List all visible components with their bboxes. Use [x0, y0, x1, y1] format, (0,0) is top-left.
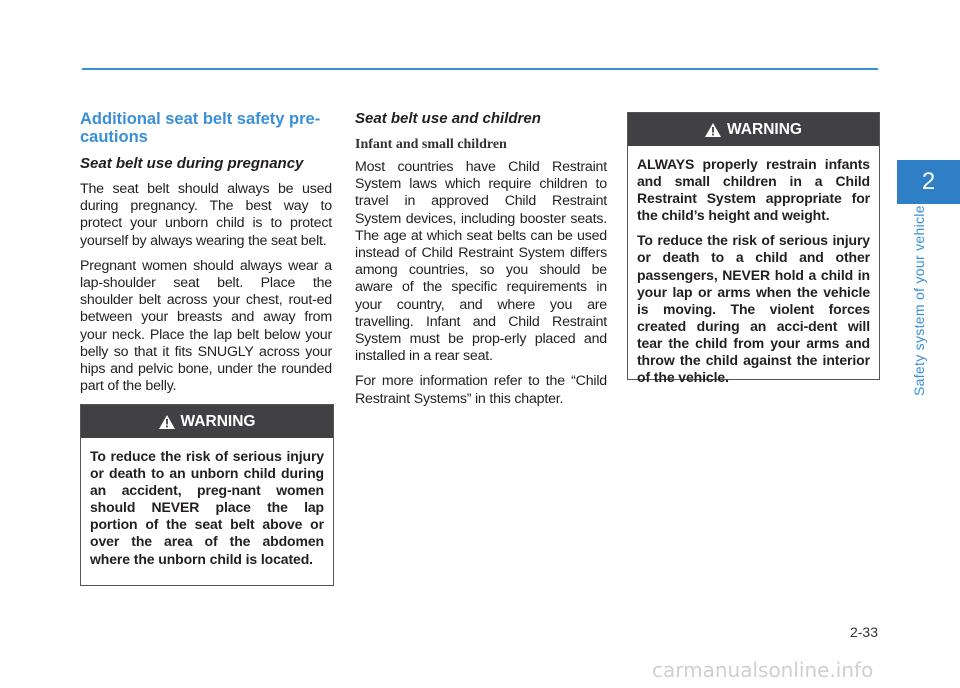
warning-box-children [627, 112, 880, 386]
chapter-title-area [897, 204, 960, 402]
paragraph: The seat belt should always be used during pregnancy. The best way to protect your unborn child is to protect yourself by always wearing the seat belt. [80, 181, 332, 249]
watermark: carmanualsonline.info [652, 658, 874, 682]
page-number: 2-33 [849, 624, 878, 640]
section-title: Seat belt use and children [355, 110, 541, 127]
warning-label: WARNING [180, 412, 256, 430]
chapter-side-tab [897, 160, 960, 402]
warning-triangle-icon [705, 123, 721, 137]
sub-heading: Seat belt use during pregnancy [80, 155, 304, 172]
warning-text: To reduce the risk of serious injury or death to an unborn child during an accident, preg-nant women should NEVER place the lap portion of the seat belt above or over the area of the abdomen where the unborn child is located. [90, 448, 324, 567]
warning-text: To reduce the risk of serious injury or death to a child and other passengers, NEVER hold a child in your lap or arms when the vehicle is moving. The violent forces created during an acci-dent will tear the child from your arms and throw the child against the interior of the vehicle. [637, 232, 870, 386]
sub-heading: Infant and small children [355, 137, 507, 152]
warning-label: WARNING [727, 120, 802, 138]
warning-header [81, 405, 333, 438]
paragraph: For more information refer to the “Child Restraint Systems” in this chapter. [355, 373, 607, 407]
section-title: Additional seat belt safety pre-cautions [80, 110, 321, 146]
chapter-number: 2 [897, 160, 960, 204]
middle-column [355, 110, 607, 416]
warning-triangle-icon [159, 415, 175, 429]
chapter-title: Safety system of your vehicle [911, 205, 927, 396]
warning-text: ALWAYS properly restrain infants and small children in a Child Restraint System appropriate for the child’s height and weight. [637, 156, 870, 224]
header-rule [82, 68, 878, 70]
warning-header [628, 113, 879, 146]
paragraph: Most countries have Child Restraint System laws which require children to travel in approved Child Restraint System devices, including booster seats. The age at which seat belts can be used instead of Child Restraint System differs among countries, so you should be aware of the specific requirements in your country, and where you are travelling. Infant and Child Restraint System must be prop-erly placed and installed in a rear seat. [355, 159, 607, 365]
warning-box-pregnancy [80, 404, 334, 586]
left-column [80, 110, 332, 403]
paragraph: Pregnant women should always wear a lap-shoulder seat belt. Place the shoulder belt across your chest, rout-ed between your breasts and away from your neck. Place the lap belt below your belly so that it fits SNUGLY across your hips and pelvic bone, under the rounded part of the belly. [80, 257, 332, 395]
